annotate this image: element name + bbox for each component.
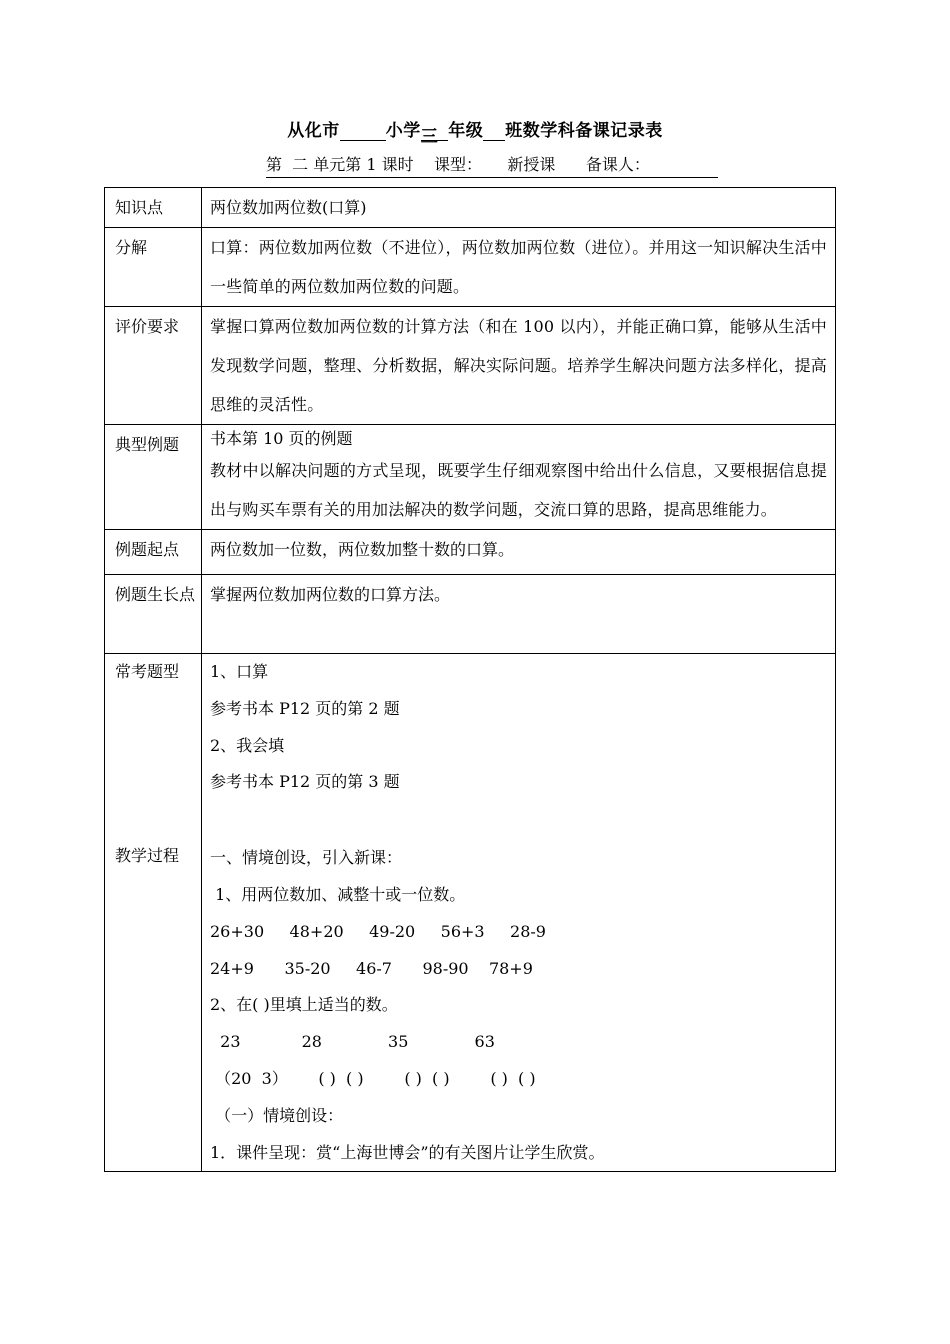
row-label: 知识点 <box>105 188 202 228</box>
content-line: 参考书本 P12 页的第 3 题 <box>210 772 400 792</box>
content-line: 2、我会填 <box>210 735 285 755</box>
content-line: 1．课件呈现：赏“上海世博会”的有关图片让学生欣赏。 <box>210 1142 605 1162</box>
row-content <box>202 575 836 654</box>
label-spacer <box>115 690 195 838</box>
row-label-text: 常考题型 <box>115 662 180 681</box>
document-subtitle <box>266 152 718 178</box>
row-label-text: 教学过程 <box>115 846 180 865</box>
title-blank-grade <box>438 122 448 141</box>
content-paragraph: 教材中以解决问题的方式呈现，既要学生仔细观察图中给出什么信息，又要根据信息提出与购买车票有关的用加法解决的数学问题，交流口算的思路，提高思维能力。 <box>210 461 827 519</box>
lesson-record-table <box>104 187 836 1172</box>
title-blank-class <box>483 122 505 141</box>
row-content <box>202 188 836 228</box>
content-line: 一、情境创设，引入新课： <box>210 848 403 868</box>
calc-line: 26+30 48+20 49-20 56+3 28-9 <box>210 921 546 941</box>
content-line: 1、用两位数加、减整十或一位数。 <box>210 884 466 904</box>
content-line: （一）情境创设： <box>210 1105 344 1125</box>
blank-line <box>210 801 827 840</box>
document-title <box>0 116 950 147</box>
row-content <box>202 307 836 425</box>
row-label: 典型例题 <box>105 425 202 530</box>
content-line: 1、口算 <box>210 662 269 681</box>
content-line: 两位数加一位数，两位数加整十数的口算。 <box>210 540 515 559</box>
row-label: 例题起点 <box>105 530 202 575</box>
table-row <box>105 188 836 228</box>
table-row <box>105 425 836 530</box>
row-content <box>202 654 836 1172</box>
content-paragraph: 掌握口算两位数加两位数的计算方法（和在 100 以内），并能正确口算，能够从生活中发现数学问题，整理、分析数据，解决实际问题。培养学生解决问题方法多样化，提高思维的灵活性。 <box>210 317 827 414</box>
title-part-rest: 班数学科备课记录表 <box>505 121 663 141</box>
title-part-city: 从化市 <box>287 121 340 141</box>
table-row <box>105 228 836 307</box>
title-part-grade: 年级 <box>448 121 484 141</box>
row-label: 例题生长点 <box>105 575 202 654</box>
title-grade-value: 三 <box>421 122 439 141</box>
row-label: 分解 <box>105 228 202 307</box>
calc-line: （20 3） ( ) ( ) ( ) ( ) ( ) ( ) <box>210 1068 536 1088</box>
content-line: 2、在( )里填上适当的数。 <box>210 995 398 1015</box>
content-line: 掌握两位数加两位数的口算方法。 <box>210 585 451 604</box>
row-label <box>105 654 202 1172</box>
calc-line: 23 28 35 63 <box>210 1032 495 1052</box>
subtitle-text: 第 二 单元第 1 课时 课型： 新授课 备课人： <box>266 155 650 174</box>
table-row <box>105 530 836 575</box>
row-content <box>202 530 836 575</box>
row-content <box>202 425 836 530</box>
table-row <box>105 307 836 425</box>
table-row <box>105 575 836 654</box>
content-line: 书本第 10 页的例题 <box>210 429 353 448</box>
content-line: 两位数加两位数(口算) <box>210 198 367 217</box>
row-label: 评价要求 <box>105 307 202 425</box>
content-paragraph: 口算：两位数加两位数（不进位），两位数加两位数（进位）。并用这一知识解决生活中一些简单的两位数加两位数的问题。 <box>210 238 827 296</box>
table-row <box>105 654 836 1172</box>
row-content <box>202 228 836 307</box>
title-blank-school <box>340 122 386 141</box>
calc-line: 24+9 35-20 46-7 98-90 78+9 <box>210 958 533 978</box>
content-line: 参考书本 P12 页的第 2 题 <box>210 698 400 718</box>
title-part-school: 小学 <box>385 121 421 141</box>
